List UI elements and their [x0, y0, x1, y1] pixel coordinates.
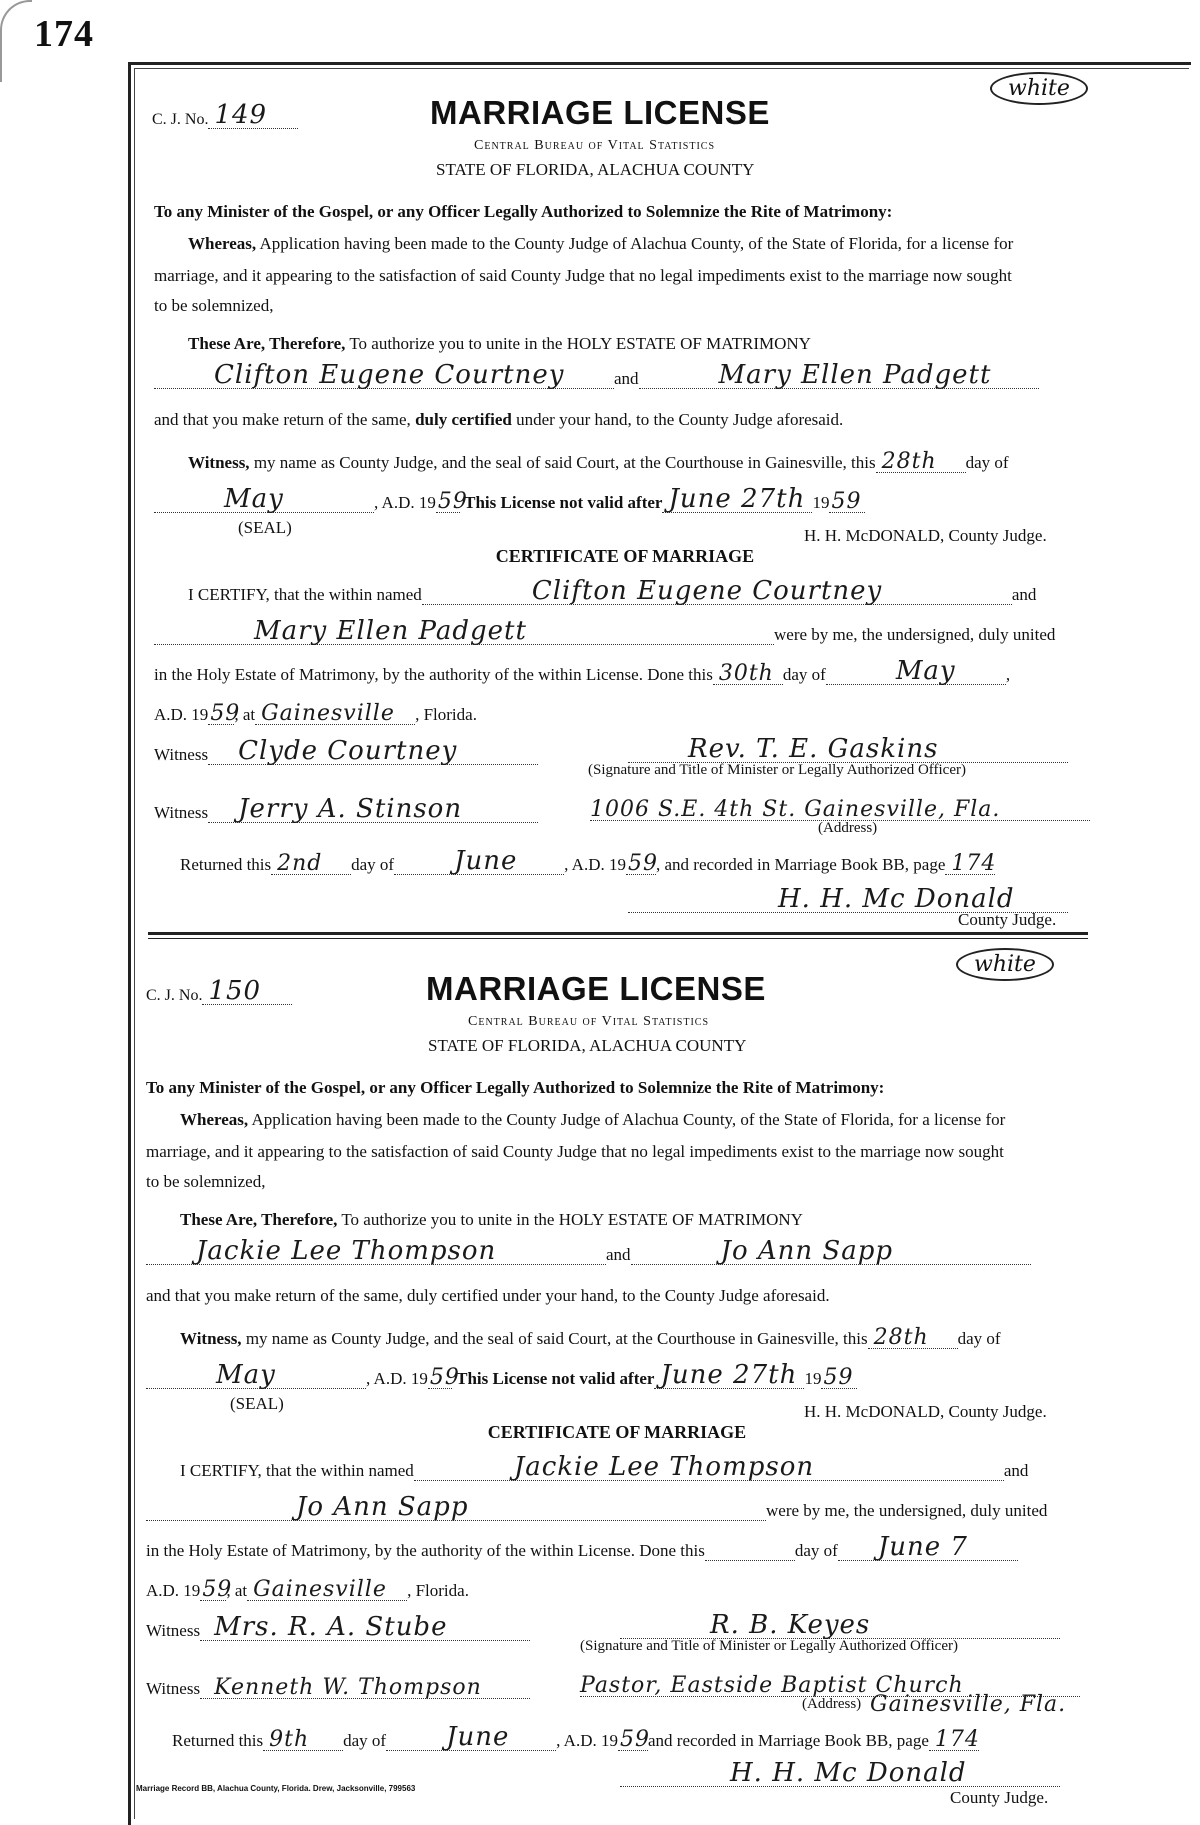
witness-2-line: Witness Jerry A. Stinson [154, 800, 1104, 823]
license-separator-thin [148, 938, 1088, 939]
cert-bride-line: Mary Ellen Padgett were by me, the undersigned, duly united [154, 622, 1104, 645]
expiry-year: 59 [831, 489, 862, 514]
witness-seal-line: Witness, my name as County Judge, and the seal of said Court, at the Courthouse in Gainesville, this 28th day of [180, 1325, 1001, 1350]
signature-caption: (Signature and Title of Minister or Legally Authorized Officer) [588, 762, 966, 778]
cj-number: C. J. No. 149 [152, 106, 298, 129]
officer-address: Pastor, Eastside Baptist Church [580, 1673, 964, 1698]
judge-signature-line [620, 1758, 1060, 1788]
officer-name: Rev. T. E. Gaskins [688, 734, 939, 764]
these-are-line: These Are, Therefore, To authorize you to unite in the HOLY ESTATE OF MATRIMONY [188, 334, 811, 353]
book-page: 174 [934, 1727, 980, 1752]
bureau-name: Central Bureau of Vital Statistics [468, 1014, 710, 1029]
page-corner-curl [0, 0, 32, 82]
return-line: and that you make return of the same, duly certified under your hand, to the County Judge aforesaid. [154, 410, 844, 429]
witness-2-name: Jerry A. Stinson [238, 794, 463, 824]
done-line: in the Holy Estate of Matrimony, by the authority of the within License. Done this 30th day of May , [154, 656, 1011, 686]
marriage-place: Gainesville [261, 701, 395, 726]
judge-name: H. H. McDONALD, County Judge. [804, 1402, 1047, 1421]
judge-signature: H. H. Mc Donald [778, 884, 1015, 914]
return-day: 9th [269, 1727, 310, 1752]
officer-signature [620, 1610, 1060, 1640]
witness-seal-line: Witness, my name as County Judge, and the seal of said Court, at the Courthouse in Gainesville, this 28th day of [188, 449, 1009, 474]
address-caption: (Address) [802, 1696, 862, 1712]
judge-name: H. H. McDONALD, County Judge. [804, 526, 1047, 545]
returned-line: Returned this 9th day of June , A.D. 19 59 and recorded in Marriage Book BB, page 174 [172, 1722, 980, 1752]
signature-caption: (Signature and Title of Minister or Legally Authorized Officer) [580, 1638, 958, 1654]
record-footer: Marriage Record BB, Alachua County, Florida. Drew, Jacksonville, 799563 [136, 1784, 416, 1793]
issue-month: May [216, 1360, 276, 1390]
judge-signature: H. H. Mc Donald [730, 1758, 967, 1788]
groom-name: Jackie Lee Thompson [196, 1236, 497, 1266]
white-note: white [956, 948, 1054, 981]
couple-line: Clifton Eugene Courtney and Mary Ellen Padgett [154, 366, 1104, 389]
issue-date-line: May , A.D. 19 59 This License not valid after June 27th 19 59 [146, 1366, 1096, 1389]
cert-bride-name: Mary Ellen Padgett [254, 616, 527, 646]
officer-address-line [590, 798, 1100, 821]
cert-groom-name: Jackie Lee Thompson [513, 1452, 815, 1482]
cert-bride-line: Jo Ann Sapp were by me, the undersigned, duly united [146, 1498, 1096, 1521]
witness-1-name: Clyde Courtney [238, 736, 458, 766]
officer-signature [628, 734, 1068, 764]
these-are-line: These Are, Therefore, To authorize you to unite in the HOLY ESTATE OF MATRIMONY [180, 1210, 803, 1229]
license-title: MARRIAGE LICENSE [430, 94, 770, 131]
county-judge-label: County Judge. [958, 910, 1057, 929]
return-line: and that you make return of the same, duly certified under your hand, to the County Judge aforesaid. [146, 1286, 830, 1305]
return-month: June [454, 846, 518, 876]
seal-label: (SEAL) [238, 518, 292, 537]
groom-name: Clifton Eugene Courtney [214, 360, 565, 390]
couple-line: Jackie Lee Thompson and Jo Ann Sapp [146, 1242, 1096, 1265]
returned-line: Returned this 2nd day of June , A.D. 19 59 , and recorded in Marriage Book BB, page 174 [180, 846, 997, 876]
issue-date-line: May , A.D. 19 59 This License not valid after June 27th 19 59 [154, 490, 1104, 513]
witness-2-line: Witness Kenneth W. Thompson [146, 1676, 1096, 1699]
officer-address: 1006 S.E. 4th St. Gainesville, Fla. [590, 797, 1001, 822]
done-month: May [895, 656, 956, 686]
officer-city: Gainesville, Fla. [870, 1692, 1067, 1717]
witness-1-line: Witness Mrs. R. A. Stube [146, 1618, 1096, 1641]
whereas-line-1: Whereas, Application having been made to the County Judge of Alachua County, of the State of Florida, for a license for [180, 1110, 1006, 1129]
whereas-line-2: marriage, and it appearing to the satisfaction of said County Judge that no legal impediments exist to the marriage now sought [146, 1142, 1004, 1161]
state-county: STATE OF FLORIDA, ALACHUA COUNTY [428, 1036, 747, 1055]
expiry-year: 59 [823, 1365, 854, 1390]
page-number: 174 [34, 13, 94, 55]
done-year: 59 [202, 1577, 233, 1602]
address-caption: (Address) [818, 820, 878, 836]
county-judge-label: County Judge. [950, 1788, 1049, 1807]
expiry-date: June 27th [668, 484, 806, 514]
address-line: To any Minister of the Gospel, or any Officer Legally Authorized to Solemnize the Rite of Matrimony: [154, 202, 893, 221]
address-line: To any Minister of the Gospel, or any Officer Legally Authorized to Solemnize the Rite of Matrimony: [146, 1078, 885, 1097]
whereas-line-2: marriage, and it appearing to the satisfaction of said County Judge that no legal impediments exist to the marriage now sought [154, 266, 1012, 285]
witness-2-name: Kenneth W. Thompson [214, 1675, 482, 1700]
whereas-line-1: Whereas, Application having been made to the County Judge of Alachua County, of the State of Florida, for a license for [188, 234, 1014, 253]
done-month: June 7 [877, 1532, 968, 1562]
bride-name: Jo Ann Sapp [720, 1236, 894, 1266]
expiry-date: June 27th [660, 1360, 798, 1390]
cert-groom-name: Clifton Eugene Courtney [531, 576, 883, 606]
issue-day: 28th [873, 1325, 929, 1350]
license-separator [148, 932, 1088, 935]
issue-year: 59 [429, 1365, 460, 1390]
return-day: 2nd [277, 851, 323, 876]
done-line: in the Holy Estate of Matrimony, by the authority of the within License. Done this day of June 7 [146, 1538, 1096, 1561]
bride-name: Mary Ellen Padgett [718, 360, 992, 390]
bureau-name: Central Bureau of Vital Statistics [474, 138, 716, 153]
marriage-place: Gainesville [253, 1577, 387, 1602]
cert-bride-name: Jo Ann Sapp [296, 1492, 469, 1522]
whereas-line-3: to be solemnized, [146, 1172, 266, 1191]
witness-1-line: Witness Clyde Courtney [154, 742, 1104, 765]
whereas-line-3: to be solemnized, [154, 296, 274, 315]
return-month: June [446, 1722, 510, 1752]
state-county: STATE OF FLORIDA, ALACHUA COUNTY [436, 160, 755, 179]
certificate-title: CERTIFICATE OF MARRIAGE [495, 546, 755, 566]
officer-name: R. B. Keyes [710, 1610, 871, 1640]
cj-number: C. J. No. 150 [146, 982, 292, 1005]
return-year: 59 [619, 1727, 650, 1752]
certificate-title: CERTIFICATE OF MARRIAGE [487, 1422, 747, 1442]
license-title: MARRIAGE LICENSE [426, 970, 766, 1007]
witness-1-name: Mrs. R. A. Stube [214, 1612, 448, 1642]
return-year: 59 [627, 851, 658, 876]
seal-label: (SEAL) [230, 1394, 284, 1413]
cj-number-value: 149 [214, 100, 268, 130]
done-year: 59 [210, 701, 241, 726]
certify-line: I CERTIFY, that the within named Clifton Eugene Courtney and [188, 576, 1037, 606]
cj-number-value: 150 [208, 976, 262, 1006]
done-day: 30th [718, 661, 774, 686]
book-page: 174 [951, 851, 997, 876]
issue-year: 59 [437, 489, 468, 514]
issue-day: 28th [881, 449, 937, 474]
white-note: white [990, 72, 1088, 105]
certify-line: I CERTIFY, that the within named Jackie Lee Thompson and [180, 1452, 1029, 1482]
place-line: A.D. 19 59 , at Gainesville , Florida. [146, 1577, 469, 1602]
place-line: A.D. 19 59 , at Gainesville , Florida. [154, 701, 477, 726]
issue-month: May [224, 484, 284, 514]
